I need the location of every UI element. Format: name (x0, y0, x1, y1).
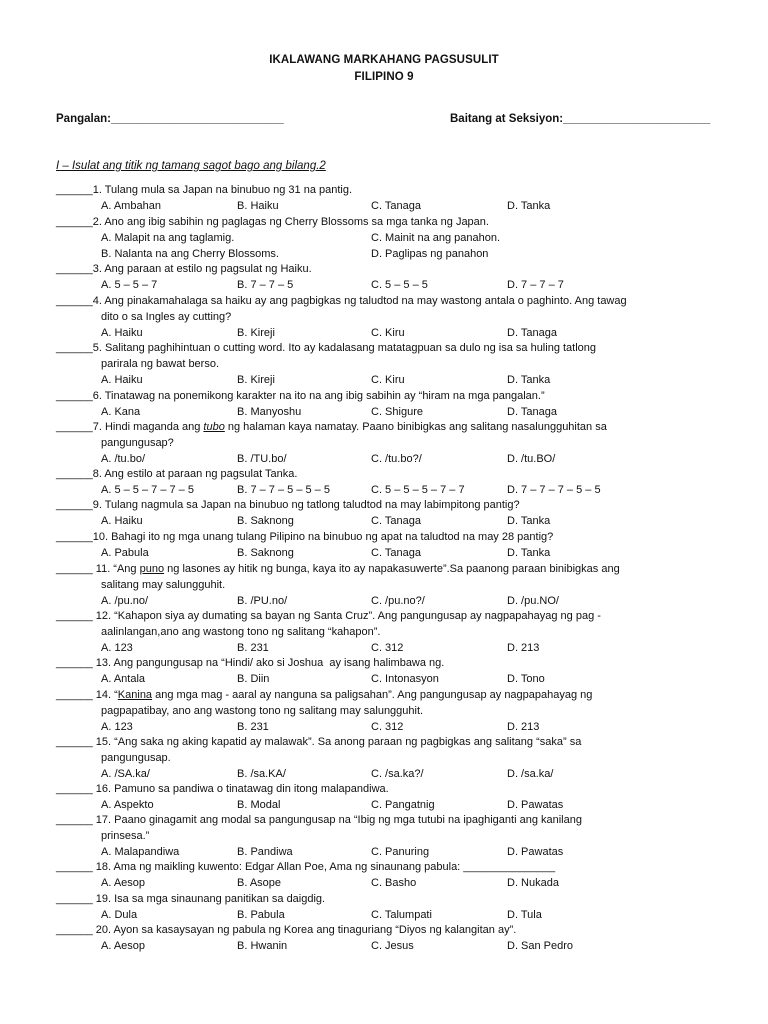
question-text: 4. Ang pinakamahalaga sa haiku ay ang pagbigkas ng taludtod na may wastong antala o paghinto. Ang tawag (92, 295, 627, 307)
answer-blank[interactable]: ______ (56, 689, 93, 701)
question-9 (56, 498, 520, 514)
choice-d: D. Nukada (507, 876, 559, 889)
answer-blank[interactable]: ______ (56, 814, 93, 826)
question-7 (56, 420, 607, 452)
question-line (56, 262, 312, 278)
question-text: 10. Bahagi ito ng mga unang tulang Pilipino na binubuo ng apat na taludtod na may 28 pantig? (92, 531, 554, 543)
choice-c: C. /tu.bo?/ (371, 452, 422, 465)
answer-blank[interactable]: ______ (56, 390, 93, 402)
underlined-word: puno (139, 563, 165, 575)
choice-b: B. 7 – 7 – 5 – 5 – 5 (237, 483, 330, 496)
question-line (56, 498, 520, 514)
choice-b: B. /sa.KA/ (237, 767, 286, 780)
choice-c: C. /sa.ka?/ (371, 767, 424, 780)
question-line (56, 389, 545, 405)
choice-c: C. 5 – 5 – 5 (371, 278, 428, 291)
choice-d: D. San Pedro (507, 939, 574, 952)
choice-a: A. Antala (101, 672, 146, 685)
choice-c: C. Mainit na ang panahon. (371, 231, 501, 244)
choice-a: A. Pabula (101, 546, 149, 559)
choice-b: B. Pabula (237, 908, 285, 921)
choice-b: B. Kireji (237, 326, 275, 339)
choice-a: A. /SA.ka/ (101, 767, 150, 780)
choice-a: A. 123 (101, 720, 133, 733)
choice-a: A. Haiku (101, 326, 143, 339)
choice-b: B. Hwanin (237, 939, 288, 952)
question-19 (56, 892, 325, 908)
question-continuation: pangungusap? (101, 436, 174, 449)
section-label: Baitang at Seksiyon: (450, 113, 564, 125)
choice-d: D. /tu.BO/ (507, 452, 556, 465)
question-line (56, 467, 297, 483)
choice-c: C. Tanaga (371, 514, 421, 527)
choice-d: D. Tanka (507, 199, 551, 212)
question-line (56, 688, 592, 704)
question-16 (56, 782, 389, 798)
choice-c: C. Intonasyon (371, 672, 439, 685)
choice-b: B. 231 (237, 641, 269, 654)
question-18 (56, 860, 555, 876)
choice-a: A. Malapandiwa (101, 845, 180, 858)
question-continuation: salitang may salungguhit. (101, 578, 226, 591)
section-field[interactable] (450, 113, 710, 125)
choice-d: D. Pawatas (507, 845, 564, 858)
choice-b: B. Kireji (237, 373, 275, 386)
question-text-rest: ang mga mag - aaral ay nanguna sa paligsahan”. Ang pangungusap ay nagpapahayag ng (152, 689, 593, 701)
choice-b: B. Saknong (237, 514, 294, 527)
question-line (56, 420, 607, 436)
choice-d: D. Tanaga (507, 326, 557, 339)
answer-blank[interactable]: ______ (56, 610, 93, 622)
choice-d: D. 213 (507, 720, 540, 733)
choice-d: D. Tanka (507, 373, 551, 386)
choice-a: A. /pu.no/ (101, 594, 149, 607)
choice-b: B. Saknong (237, 546, 294, 559)
question-4 (56, 294, 627, 326)
question-2 (56, 215, 489, 231)
choice-c: C. Tanaga (371, 199, 421, 212)
choice-d: D. /pu.NO/ (507, 594, 559, 607)
answer-blank[interactable]: ______ (56, 468, 93, 480)
choice-a: A. 5 – 5 – 7 (101, 278, 158, 291)
answer-blank[interactable]: ______ (56, 563, 93, 575)
question-text: 8. Ang estilo at paraan ng pagsulat Tanka. (92, 468, 298, 480)
question-6 (56, 389, 545, 405)
question-8 (56, 467, 297, 483)
choice-c: C. Talumpati (371, 908, 432, 921)
answer-blank[interactable]: ______ (56, 342, 93, 354)
choice-c: C. Shigure (371, 405, 423, 418)
question-text: 18. Ama ng maikling kuwento: Edgar Allan Poe, Ama ng sinaunang pabula: _______________ (92, 861, 556, 873)
question-13 (56, 656, 444, 672)
question-text: 2. Ano ang ibig sabihin ng paglagas ng Cherry Blossoms sa mga tanka ng Japan. (92, 216, 489, 228)
question-line (56, 813, 582, 829)
choice-d: D. Tanaga (507, 405, 557, 418)
answer-blank[interactable]: ______ (56, 783, 93, 795)
answer-blank[interactable]: ______ (56, 263, 93, 275)
answer-blank[interactable]: ______ (56, 893, 93, 905)
question-line (56, 656, 444, 672)
choice-b: B. Haiku (237, 199, 279, 212)
name-line: ___________________________ (110, 113, 284, 125)
answer-blank[interactable]: ______ (56, 924, 93, 936)
choice-c: C. Jesus (371, 939, 414, 952)
choice-d: D. /sa.ka/ (507, 767, 554, 780)
question-text: 20. Ayon sa kasaysayan ng pabula ng Korea ang tinaguriang “Diyos ng kalangitan ay”. (92, 924, 517, 936)
question-line (56, 892, 325, 908)
question-text: 14. “ (92, 689, 118, 701)
question-text: 9. Tulang nagmula sa Japan na binubuo ng tatlong taludtod na may labimpitong pantig? (92, 499, 520, 511)
choice-d: D. 7 – 7 – 7 – 5 – 5 (507, 483, 601, 496)
question-11 (56, 562, 620, 594)
choice-c: C. /pu.no?/ (371, 594, 425, 607)
choice-b: B. Asope (237, 876, 282, 889)
choice-b: B. Modal (237, 798, 281, 811)
question-continuation: pagpapatibay, ano ang wastong tono ng salitang may salungguhit. (101, 704, 424, 717)
choice-a: A. 123 (101, 641, 133, 654)
choice-a: A. Aspekto (101, 798, 154, 811)
underlined-word: tubo (203, 421, 225, 433)
exam-subtitle: FILIPINO 9 (354, 71, 414, 83)
question-text: 1. Tulang mula sa Japan na binubuo ng 31 na pantig. (92, 184, 353, 196)
question-20 (56, 923, 516, 939)
question-text: 13. Ang pangungusap na “Hindi/ ako si Joshua ay isang halimbawa ng. (92, 657, 445, 669)
choice-a: A. Ambahan (101, 199, 161, 212)
question-line (56, 609, 601, 625)
choice-c: C. Tanaga (371, 546, 421, 559)
choice-c: C. 5 – 5 – 5 – 7 – 7 (371, 483, 465, 496)
question-text: 11. “Ang (92, 563, 140, 575)
choice-b: B. 231 (237, 720, 269, 733)
question-10 (56, 530, 553, 546)
question-text: 7. Hindi maganda ang (92, 421, 204, 433)
question-17 (56, 813, 582, 845)
answer-blank[interactable]: ______ (56, 861, 93, 873)
answer-blank[interactable]: ______ (56, 531, 93, 543)
choice-d: D. Paglipas ng panahon (371, 247, 489, 260)
question-line (56, 735, 581, 751)
name-field[interactable] (56, 113, 284, 125)
question-line (56, 860, 555, 876)
choice-d: D. Tula (507, 908, 542, 921)
choice-a: A. Aesop (101, 876, 146, 889)
question-12 (56, 609, 601, 641)
choice-c: C. 312 (371, 641, 404, 654)
question-text-rest: ng halaman kaya namatay. Paano binibigkas ang salitang nasalungguhitan sa (224, 421, 607, 433)
name-label: Pangalan: (56, 113, 111, 125)
question-line (56, 341, 596, 357)
question-text: 19. Isa sa mga sinaunang panitikan sa daigdig. (92, 893, 326, 905)
question-15 (56, 735, 581, 767)
question-continuation: dito o sa Ingles ay cutting? (101, 310, 232, 323)
section-line: _______________________ (563, 113, 711, 125)
underlined-word: Kanina (117, 689, 153, 701)
question-text: 16. Pamuno sa pandiwa o tinatawag din itong malapandiwa. (92, 783, 389, 795)
question-continuation: pangungusap. (101, 751, 171, 764)
exam-title: IKALAWANG MARKAHANG PAGSUSULIT (269, 54, 499, 66)
choice-c: C. Panuring (371, 845, 430, 858)
choice-d: D. Tono (507, 672, 545, 685)
answer-blank[interactable]: ______ (56, 736, 93, 748)
question-text: 15. “Ang saka ng aking kapatid ay malawak”. Sa anong paraan ng pagbigkas ang salitang “saka” sa (92, 736, 582, 748)
choice-d: D. 213 (507, 641, 540, 654)
question-line (56, 215, 489, 231)
question-line (56, 782, 389, 798)
choice-d: D. Tanka (507, 546, 551, 559)
answer-blank[interactable]: ______ (56, 421, 93, 433)
question-text: 6. Tinatawag na ponemikong karakter na ito na ang ibig sabihin ay “hiram na mga pangalan.” (92, 390, 545, 402)
question-text: 3. Ang paraan at estilo ng pagsulat ng Haiku. (92, 263, 312, 275)
question-line (56, 294, 627, 310)
instruction: I – Isulat ang titik ng tamang sagot bago ang bilang.2 (56, 160, 326, 172)
question-continuation: parirala ng bawat berso. (101, 357, 220, 370)
choice-b: B. Nalanta na ang Cherry Blossoms. (101, 247, 279, 260)
choice-a: A. Malapit na ang taglamig. (101, 231, 235, 244)
question-1 (56, 183, 352, 199)
question-line (56, 923, 516, 939)
choice-a: A. /tu.bo/ (101, 452, 146, 465)
question-line (56, 562, 620, 578)
answer-blank[interactable]: ______ (56, 184, 93, 196)
choice-c: C. 312 (371, 720, 404, 733)
choice-a: A. Haiku (101, 373, 143, 386)
question-text-rest: ng lasones ay hitik ng bunga, kaya ito ay napakasuwerte”.Sa paanong paraan binibigkas ang (164, 563, 620, 575)
choice-b: B. Pandiwa (237, 845, 293, 858)
choice-d: D. Tanka (507, 514, 551, 527)
question-14 (56, 688, 592, 720)
answer-blank[interactable]: ______ (56, 657, 93, 669)
choice-a: A. Dula (101, 908, 138, 921)
question-text: 17. Paano ginagamit ang modal sa pangungusap na “Ibig ng mga tutubi na ipaghiganti ang kanilang (92, 814, 582, 826)
question-line (56, 530, 553, 546)
question-line (56, 183, 352, 199)
question-continuation: aalinlangan,ano ang wastong tono ng salitang “kahapon”. (101, 625, 381, 638)
question-3 (56, 262, 312, 278)
choice-a: A. Haiku (101, 514, 143, 527)
question-text: 12. “Kahapon siya ay dumating sa bayan ng Santa Cruz”. Ang pangungusap ay nagpapahayag ng pag - (92, 610, 601, 622)
question-continuation: prinsesa.” (101, 829, 150, 842)
choice-a: A. Aesop (101, 939, 146, 952)
choice-d: D. Pawatas (507, 798, 564, 811)
choice-a: A. 5 – 5 – 7 – 7 – 5 (101, 483, 194, 496)
choice-c: C. Kiru (371, 373, 405, 386)
answer-blank[interactable]: ______ (56, 295, 93, 307)
choice-c: C. Pangatnig (371, 798, 435, 811)
question-5 (56, 341, 596, 373)
choice-d: D. 7 – 7 – 7 (507, 278, 564, 291)
choice-c: C. Basho (371, 876, 417, 889)
choice-b: B. Diin (237, 672, 270, 685)
choice-a: A. Kana (101, 405, 141, 418)
question-text: 5. Salitang paghihintuan o cutting word. Ito ay kadalasang matatagpuan sa dulo ng isa sa huling tatlong (92, 342, 597, 354)
answer-blank[interactable]: ______ (56, 216, 93, 228)
choice-c: C. Kiru (371, 326, 405, 339)
choice-b: B. /PU.no/ (237, 594, 288, 607)
answer-blank[interactable]: ______ (56, 499, 93, 511)
choice-b: B. /TU.bo/ (237, 452, 287, 465)
choice-b: B. 7 – 7 – 5 (237, 278, 294, 291)
choice-b: B. Manyoshu (237, 405, 302, 418)
